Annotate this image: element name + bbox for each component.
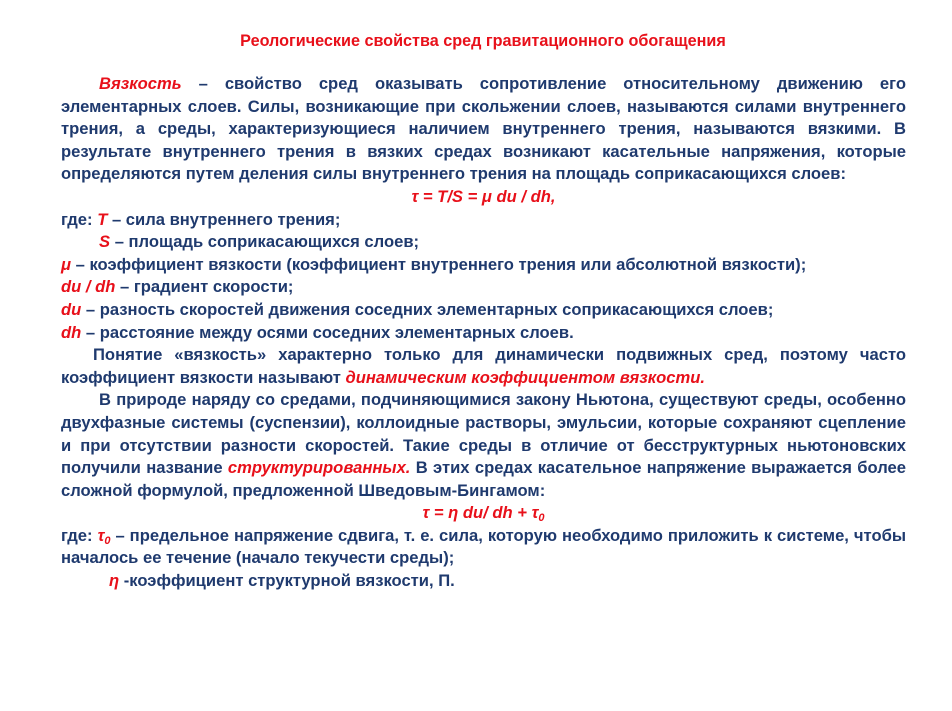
definition-text: -коэффициент структурной вязкости, П. — [119, 571, 455, 591]
definition-symbol-sub: 0 — [104, 534, 111, 547]
paragraph-dynamic-text: Понятие «вязкость» характерно только для динамически подвижных сред, поэтому часто коэффициент вязкости называют — [61, 345, 906, 387]
definition-row — [61, 276, 906, 299]
definition-symbol: du / dh — [61, 277, 116, 297]
paragraph-dynamic-viscosity — [61, 344, 906, 389]
definition-symbol: μ — [61, 254, 72, 274]
definition-row — [61, 231, 906, 254]
paragraph-structured-text1: В природе наряду со средами, подчиняющимися закону Ньютона, существуют среды, особенно двухфазные системы (суспензии), коллоидные растворы, эмульсии, которые сохраняют сцепление и при отсутствии разности скоростей. Такие среды в отличие от бесструктурных ньютоновских получили название — [61, 390, 906, 478]
definition-prefix: где: — [61, 525, 98, 545]
definition-row — [61, 254, 906, 277]
definition-text: – расстояние между осями соседних элементарных слоев. — [81, 322, 574, 342]
formula-bingham-text — [422, 503, 545, 525]
paragraph-structured-text2: В этих средах касательное напряжение выражается более сложной формулой, предложенной Шведовым-Бингамом: — [61, 458, 906, 500]
definition-symbol: η — [109, 571, 120, 591]
definition-symbol-main: τ — [97, 525, 105, 545]
paragraph-structured — [61, 389, 906, 502]
definition-symbol — [98, 526, 111, 545]
definition-text: – сила внутреннего трения; — [107, 209, 341, 229]
slide-body — [61, 73, 906, 593]
formula-bingham-main: τ = η du/ dh + τ — [422, 503, 539, 523]
paragraph-viscosity-text: – свойство сред оказывать сопротивление относительному движению его элементарных слоев. Силы, возникающие при скольжении слоев, называются силами внутреннего трения, а среды, характеризующиеся наличием внутреннего трения, называются вязкими. В результате внутреннего трения в вязких средах возникают касательные напряжения, которые определяются путем деления силы внутреннего трения на площадь соприкасающихся слоев: — [61, 74, 906, 184]
definition-text: – градиент скорости; — [115, 277, 294, 297]
term-structured: структурированных. — [227, 458, 411, 478]
definition-symbol: du — [61, 299, 82, 319]
definition-prefix: где: — [61, 209, 98, 229]
definition-row — [61, 209, 906, 232]
definition-row — [61, 322, 906, 345]
definition-text: – предельное напряжение сдвига, т. е. сила, которую необходимо приложить к системе, чтобы началось ее течение (начало текучести среды); — [61, 525, 906, 568]
paragraph-viscosity — [61, 73, 906, 186]
term-dynamic-viscosity: динамическим коэффициентом вязкости. — [345, 367, 706, 387]
definition-structural-viscosity — [61, 570, 906, 593]
definition-symbol: T — [97, 209, 108, 229]
formula-newton-text: τ = T/S = μ du / dh, — [411, 186, 556, 206]
formula-newton — [61, 186, 906, 209]
slide-title: Реологические свойства сред гравитационного обогащения — [240, 32, 726, 50]
definition-symbol: S — [99, 232, 111, 252]
formula-bingham — [61, 502, 906, 525]
definition-row — [61, 299, 906, 322]
formula-bingham-sub: 0 — [538, 512, 545, 525]
term-viscosity: Вязкость — [99, 74, 182, 93]
definition-text: – разность скоростей движения соседних элементарных соприкасающихся слоев; — [81, 299, 774, 319]
definition-text: – площадь соприкасающихся слоев; — [110, 232, 420, 252]
definition-symbol: dh — [61, 322, 82, 342]
definition-yield-stress — [61, 525, 906, 570]
definition-text: – коэффициент вязкости (коэффициент внутреннего трения или абсолютной вязкости); — [71, 254, 807, 274]
